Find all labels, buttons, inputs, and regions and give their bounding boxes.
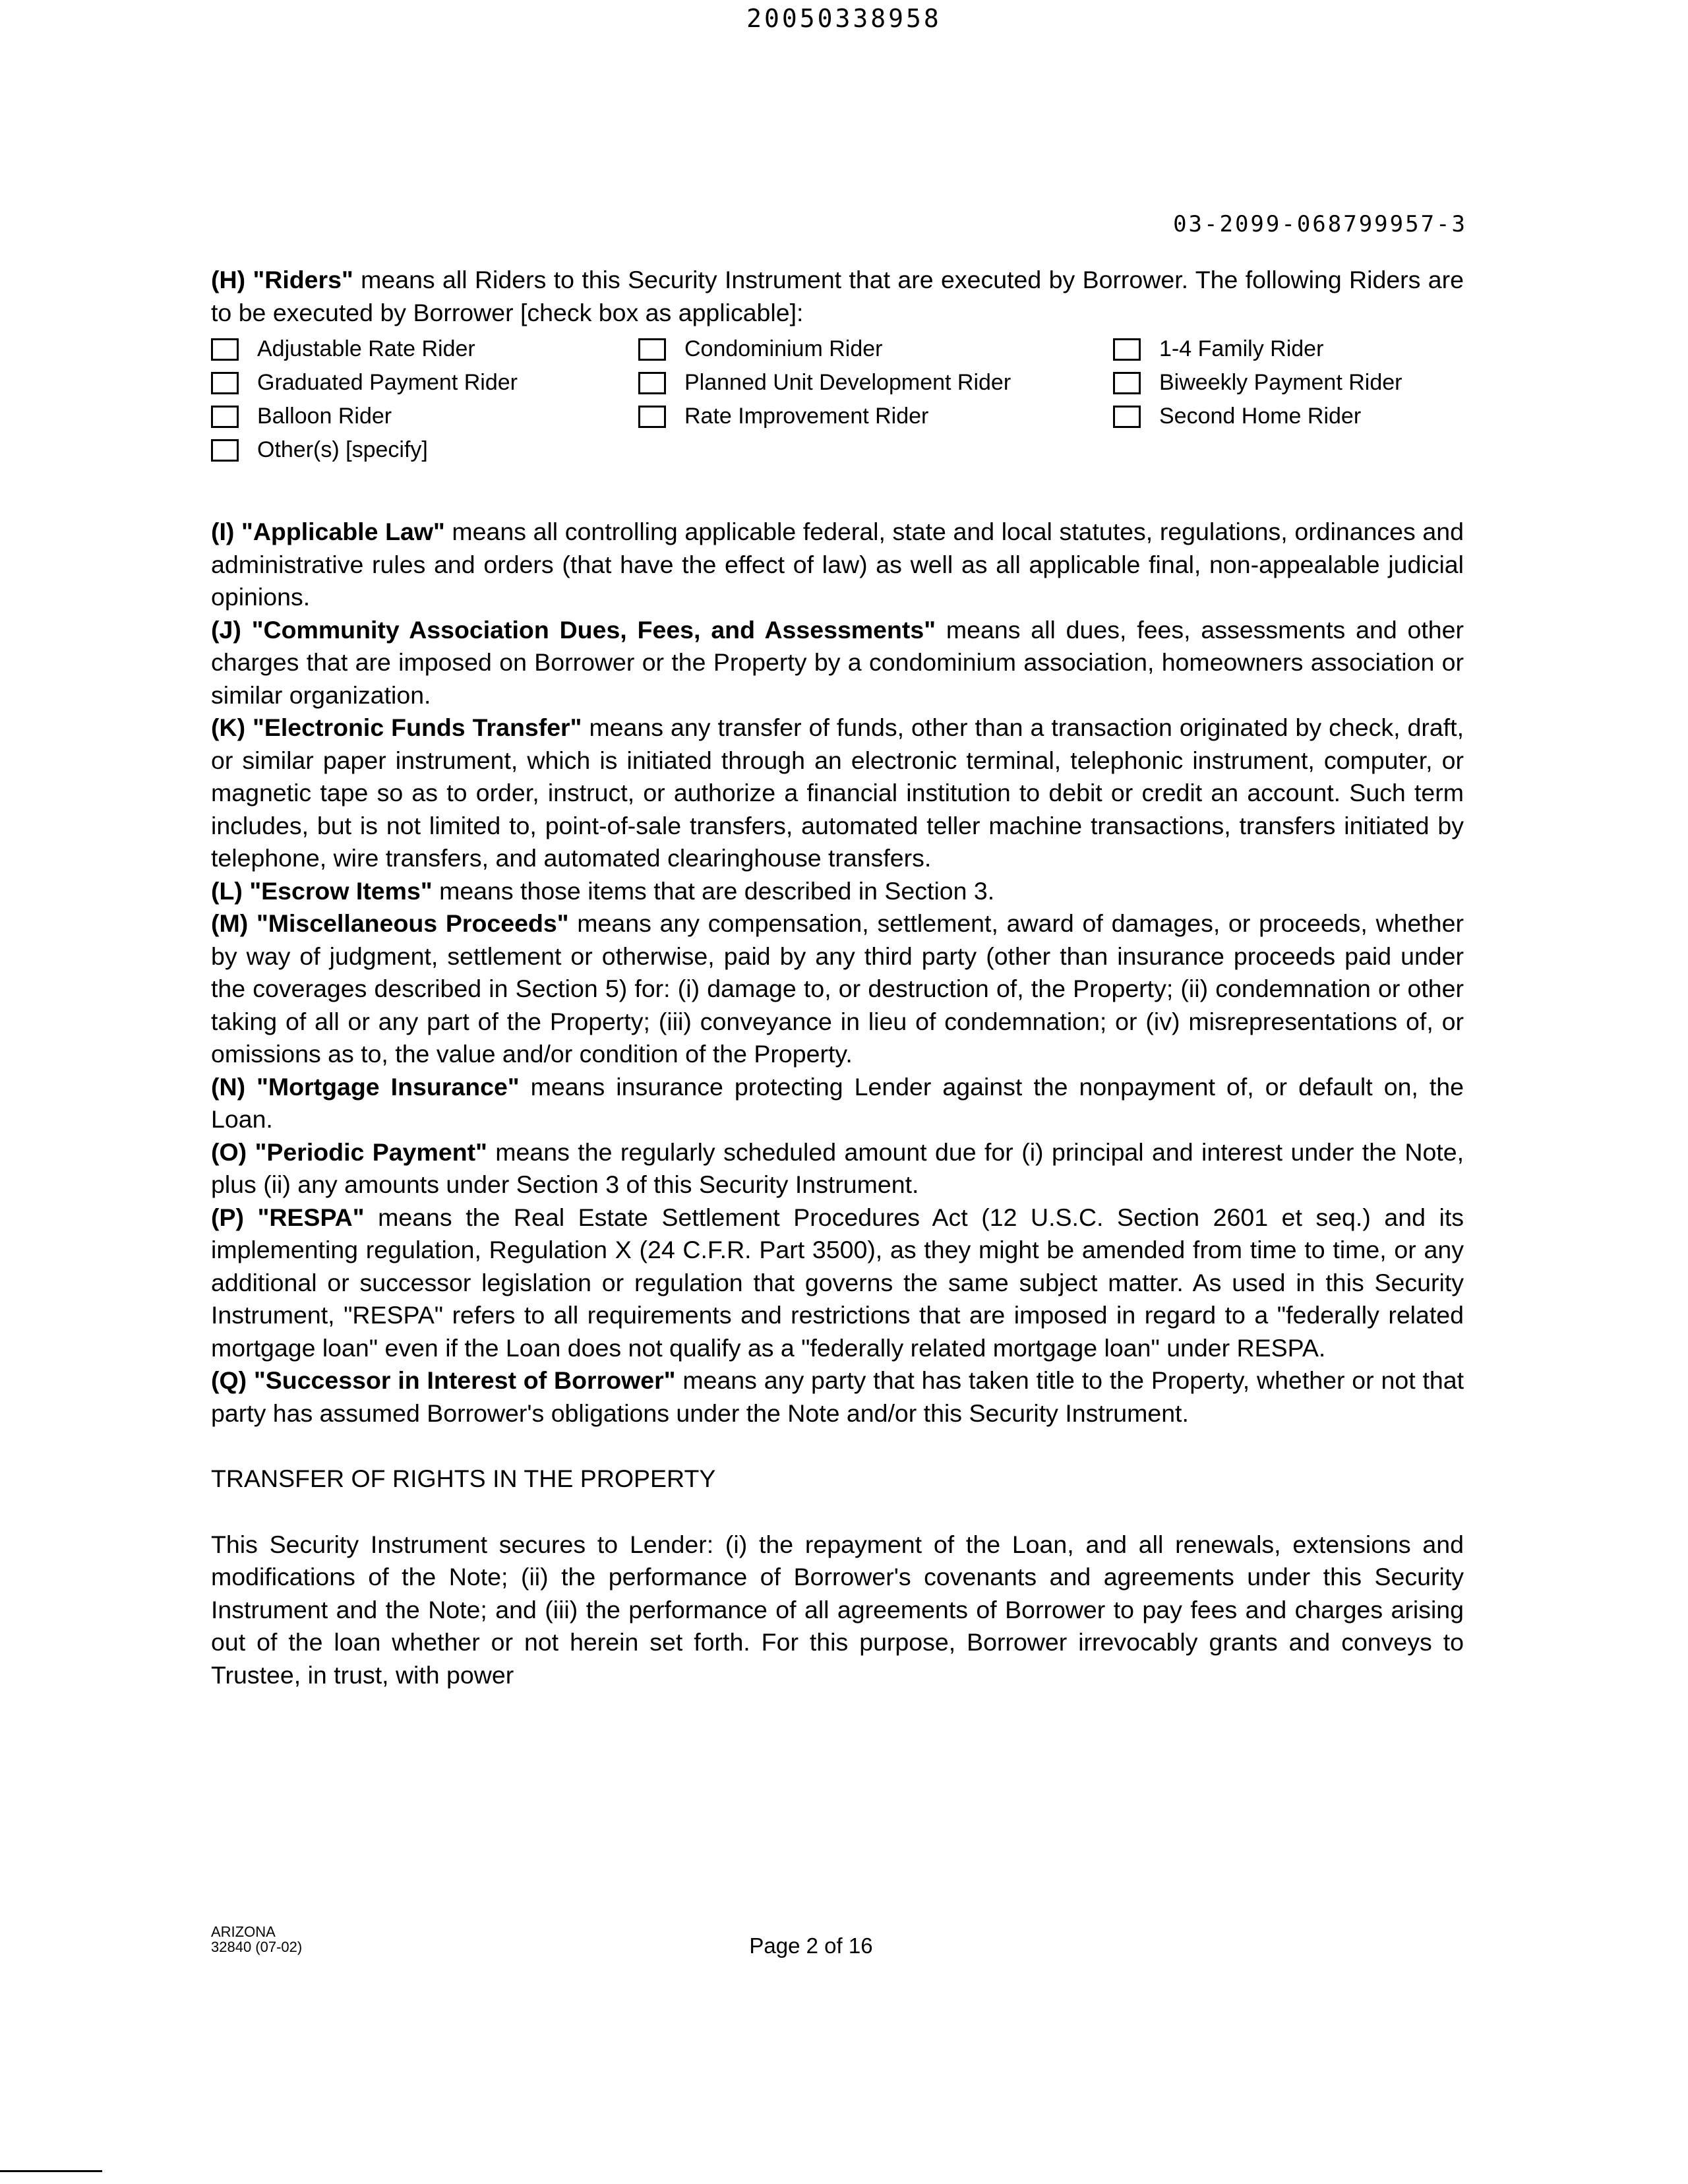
balloon-rider-checkbox[interactable] [211,406,239,428]
definition-n-label: (N) [211,1072,246,1101]
rider-item [211,367,638,399]
definition-l-term: "Escrow Items" [249,876,433,905]
definition-j [211,614,1464,712]
others-rider-checkbox[interactable] [211,439,239,462]
transfer-paragraph: This Security Instrument secures to Lender: (i) the repayment of the Loan, and all renewals, extensions and modifications of the Note; (ii) the performance of Borrower's covenants and agreements under this Security Instrument and the Note; and (iii) the performance of all agreements of Borrower to pay fees and charges arising out of the loan whether or not herein set forth. For this purpose, Borrower irrevocably grants and conveys to Trustee, in trust, with power [211,1530,1464,1689]
spacer [211,466,1464,516]
rider-label: Rate Improvement Rider [684,404,929,429]
definition-l-text: means those items that are described in Section 3. [432,876,995,905]
rider-label: Condominium Rider [684,336,883,361]
rider-label: 1-4 Family Rider [1159,336,1324,361]
adjustable-rate-rider-checkbox[interactable] [211,338,239,361]
transfer-heading: TRANSFER OF RIGHTS IN THE PROPERTY [211,1465,716,1492]
definition-o [211,1136,1464,1201]
rider-label: Adjustable Rate Rider [257,336,475,361]
definition-p-label: (P) [211,1203,244,1231]
definition-h-text: means all Riders to this Security Instrument that are executed by Borrower. The following Riders are to be executed by Borrower [check box as applicable]: [211,266,1464,326]
definition-l [211,875,1464,908]
definition-o-term: "Periodic Payment" [255,1138,487,1166]
footer-form-number: 32840 (07-02) [211,1939,303,1955]
definition-h-label: (H) [211,266,246,293]
graduated-payment-rider-checkbox[interactable] [211,372,239,394]
definition-p-text: means the Real Estate Settlement Procedures Act (12 U.S.C. Section 2601 et seq.) and its implementing regulation, Regulation X (24 C.F.R. Part 3500), as they might be amended from time to time, or any additional or successor legislation or regulation that governs the same subject matter. As used in this Security Instrument, "RESPA" refers to all requirements and restrictions that are imposed in regard to a "federally related mortgage loan" even if the Loan does not qualify as a "federally related mortgage loan" under RESPA. [211,1203,1464,1362]
recording-number: 20050338958 [746,4,942,33]
definition-j-term: "Community Association Dues, Fees, and Assessments" [251,615,936,644]
definition-m-text: means any compensation, settlement, award of damages, or proceeds, whether by way of judgment, settlement or otherwise, paid by any third party (other than insurance proceeds paid under the coverages described in Section 5) for: (i) damage to, or destruction of, the Property; (ii) condemnation or other taking of all or any part of the Property; (iii) conveyance in lieu of condemnation; or (iv) misrepresentations of, or omissions as to, the value and/or condition of the Property. [211,909,1464,1068]
condominium-rider-checkbox[interactable] [638,338,666,361]
rider-label: Biweekly Payment Rider [1159,370,1402,395]
rider-label: Other(s) [specify] [257,437,428,462]
planned-unit-development-rider-checkbox[interactable] [638,372,666,394]
definition-q-label: (Q) [211,1366,247,1394]
definition-o-text: means the regularly scheduled amount due for (i) principal and interest under the Note, plus (ii) any amounts under Section 3 of this Security Instrument. [211,1138,1464,1198]
definition-j-label: (J) [211,615,241,644]
definition-m-label: (M) [211,909,249,937]
definition-j-text: means all dues, fees, assessments and other charges that are imposed on Borrower or the Property by a condominium association, homeowners association or similar organization. [211,615,1464,709]
definition-k-term: "Electronic Funds Transfer" [253,713,582,741]
second-home-rider-checkbox[interactable] [1113,406,1141,428]
rider-item [1113,367,1464,399]
spacer [211,1430,1464,1463]
definition-q [211,1364,1464,1430]
definition-p [211,1201,1464,1365]
rate-improvement-rider-checkbox[interactable] [638,406,666,428]
definition-i-term: "Applicable Law" [241,518,445,545]
definition-k [211,712,1464,875]
rider-item [638,333,1113,365]
definition-m [211,907,1464,1071]
definition-i [211,516,1464,614]
rider-item [638,400,1113,433]
definition-k-label: (K) [211,713,246,741]
footer-state: ARIZONA [211,1924,276,1940]
definition-l-label: (L) [211,876,243,905]
definition-k-text: means any transfer of funds, other than a transaction originated by check, draft, or similar paper instrument, which is initiated through an electronic terminal, telephonic instrument, computer, or magnetic tape so as to order, instruct, or authorize a financial institution to debit or credit an account. Such term includes, but is not limited to, point-of-sale transfers, automated teller machine transactions, transfers initiated by telephone, wire transfers, and automated clearinghouse transfers. [211,713,1464,872]
scan-edge-line [0,2170,102,2172]
page-number: Page 2 of 16 [749,1933,873,1958]
rider-item [211,400,638,433]
definition-q-term: "Successor in Interest of Borrower" [254,1366,676,1394]
definition-i-text: means all controlling applicable federal, state and local statutes, regulations, ordinances and administrative rules and orders (that have the effect of law) as well as all applicable final, non-appealable judicial opinions. [211,518,1464,611]
definition-n-text: means insurance protecting Lender against the nonpayment of, or default on, the Loan. [211,1072,1464,1133]
rider-item [1113,400,1464,433]
definition-q-text: means any party that has taken title to the Property, whether or not that party has assumed Borrower's obligations under the Note and/or this Security Instrument. [211,1366,1464,1427]
definition-n-term: "Mortgage Insurance" [256,1072,520,1101]
definition-p-term: "RESPA" [257,1203,365,1231]
definition-m-term: "Miscellaneous Proceeds" [256,909,569,937]
rider-label: Second Home Rider [1159,404,1362,429]
one-four-family-rider-checkbox[interactable] [1113,338,1141,361]
biweekly-payment-rider-checkbox[interactable] [1113,372,1141,394]
definition-i-label: (I) [211,518,235,545]
rider-item [638,367,1113,399]
rider-item [211,333,638,365]
riders-checklist [211,333,1464,466]
rider-label: Balloon Rider [257,404,392,429]
rider-item [1113,333,1464,365]
loan-number: 03-2099-068799957-3 [1173,211,1467,237]
rider-item [211,434,638,466]
definition-n [211,1071,1464,1136]
definition-h [211,264,1464,329]
rider-label: Planned Unit Development Rider [684,370,1011,395]
spacer [211,1496,1464,1529]
definition-h-term: "Riders" [253,266,353,293]
definition-o-label: (O) [211,1138,247,1166]
document-body [211,264,1464,1691]
rider-label: Graduated Payment Rider [257,370,518,395]
